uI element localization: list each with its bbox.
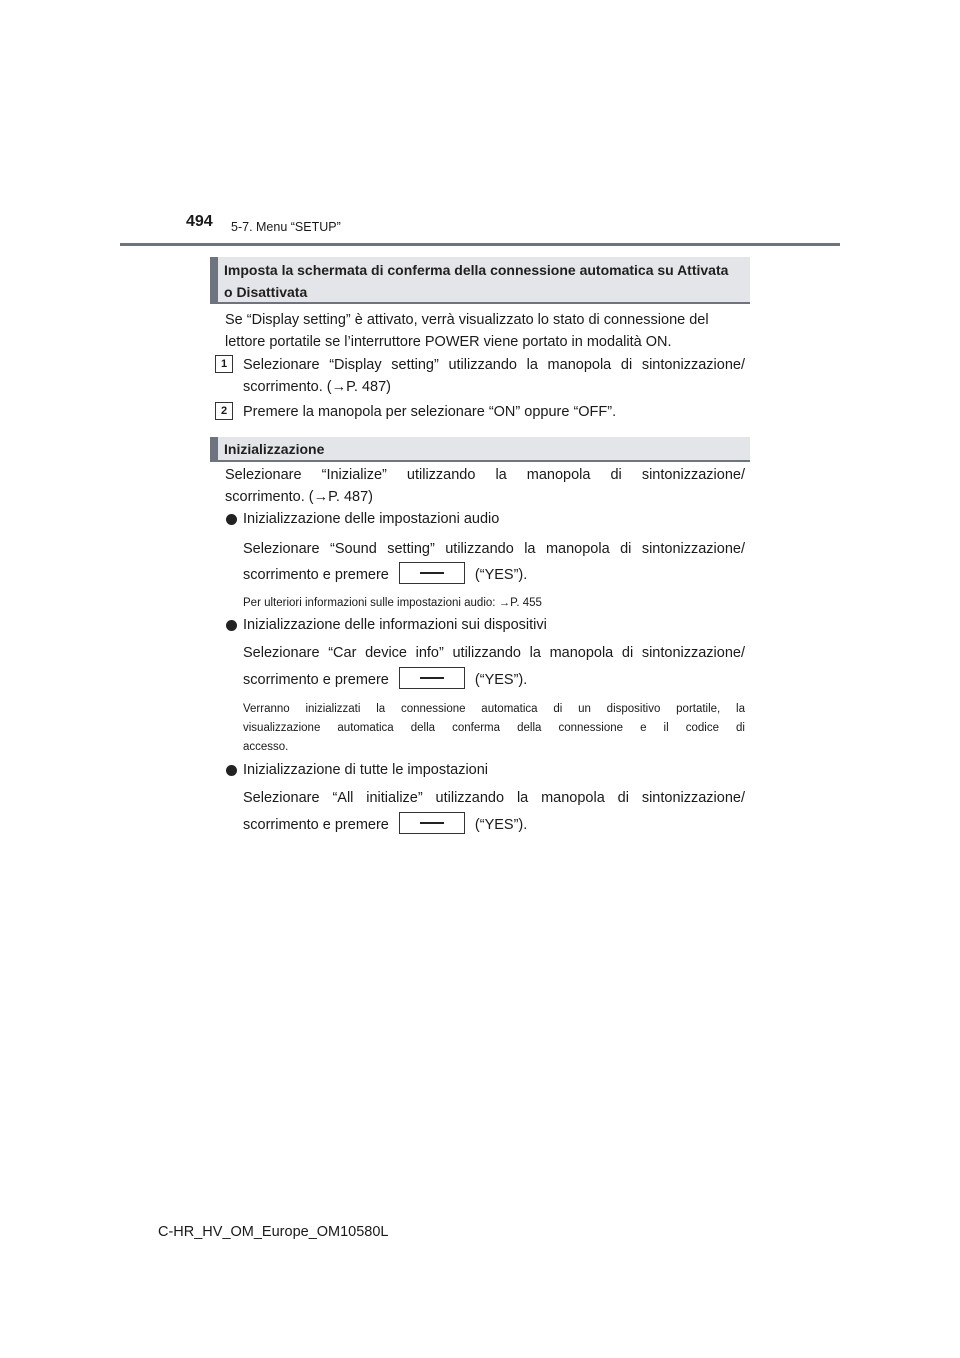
body-text: scorrimento e premere [243, 817, 389, 833]
header-rule [120, 243, 840, 246]
step-number-badge: 2 [215, 402, 233, 420]
yes-button-icon [399, 667, 465, 689]
note-line: Verranno inizializzati la connessione automatica di un dispositivo portatile, la [243, 703, 745, 715]
bullet-icon [226, 765, 237, 776]
bullet-icon [226, 620, 237, 631]
note-line: visualizzazione automatica della conferma della connessione e il codice di [243, 722, 745, 734]
intro-line: Se “Display setting” è attivato, verrà visualizzato lo stato di connessione del [225, 312, 709, 328]
note-line: accesso. [243, 741, 289, 753]
section-heading-initialization: Inizializzazione [210, 437, 750, 462]
note-line: Per ulteriori informazioni sulle impostazioni audio: →P. 455 [243, 597, 542, 609]
step-text: Premere la manopola per selezionare “ON” oppure “OFF”. [243, 404, 617, 420]
body-text: (“YES”). [474, 567, 528, 583]
section-header: 5-7. Menu “SETUP” [231, 220, 341, 234]
body-text: (“YES”). [474, 672, 528, 688]
body-text: (“YES”). [474, 817, 528, 833]
body-line: Selezionare “Car device info” utilizzando la manopola di sintonizzazione/ [243, 645, 745, 661]
body-text: scorrimento e premere [243, 567, 389, 583]
page-number: 494 [186, 213, 213, 230]
bullet-title: Inizializzazione di tutte le impostazioni [243, 762, 489, 778]
section-heading-auto-connection [210, 257, 750, 304]
yes-button-icon [399, 812, 465, 834]
body-line: Selezionare “Sound setting” utilizzando la manopola di sintonizzazione/ [243, 541, 745, 557]
section-heading-line: o Disattivata [224, 284, 308, 300]
bullet-title: Inizializzazione delle impostazioni audio [243, 511, 500, 527]
step-text: scorrimento. (→P. 487) [243, 379, 392, 395]
body-line [243, 814, 745, 836]
yes-button-icon [399, 562, 465, 584]
bullet-icon [226, 514, 237, 525]
intro-line: scorrimento. (→P. 487) [225, 489, 374, 505]
body-text: scorrimento e premere [243, 672, 389, 688]
step-number-badge: 1 [215, 355, 233, 373]
bullet-title: Inizializzazione delle informazioni sui dispositivi [243, 617, 547, 633]
intro-line: Selezionare “Inizialize” utilizzando la manopola di sintonizzazione/ [225, 467, 745, 483]
section-heading-line: Imposta la schermata di conferma della connessione automatica su Attivata [224, 262, 729, 278]
intro-line: lettore portatile se l’interruttore POWER viene portato in modalità ON. [225, 334, 672, 350]
body-line [243, 564, 745, 586]
document-code: C-HR_HV_OM_Europe_OM10580L [158, 1224, 389, 1240]
step-text: Selezionare “Display setting” utilizzando la manopola di sintonizzazione/ [243, 357, 745, 373]
body-line [243, 669, 745, 691]
body-line: Selezionare “All initialize” utilizzando la manopola di sintonizzazione/ [243, 790, 745, 806]
